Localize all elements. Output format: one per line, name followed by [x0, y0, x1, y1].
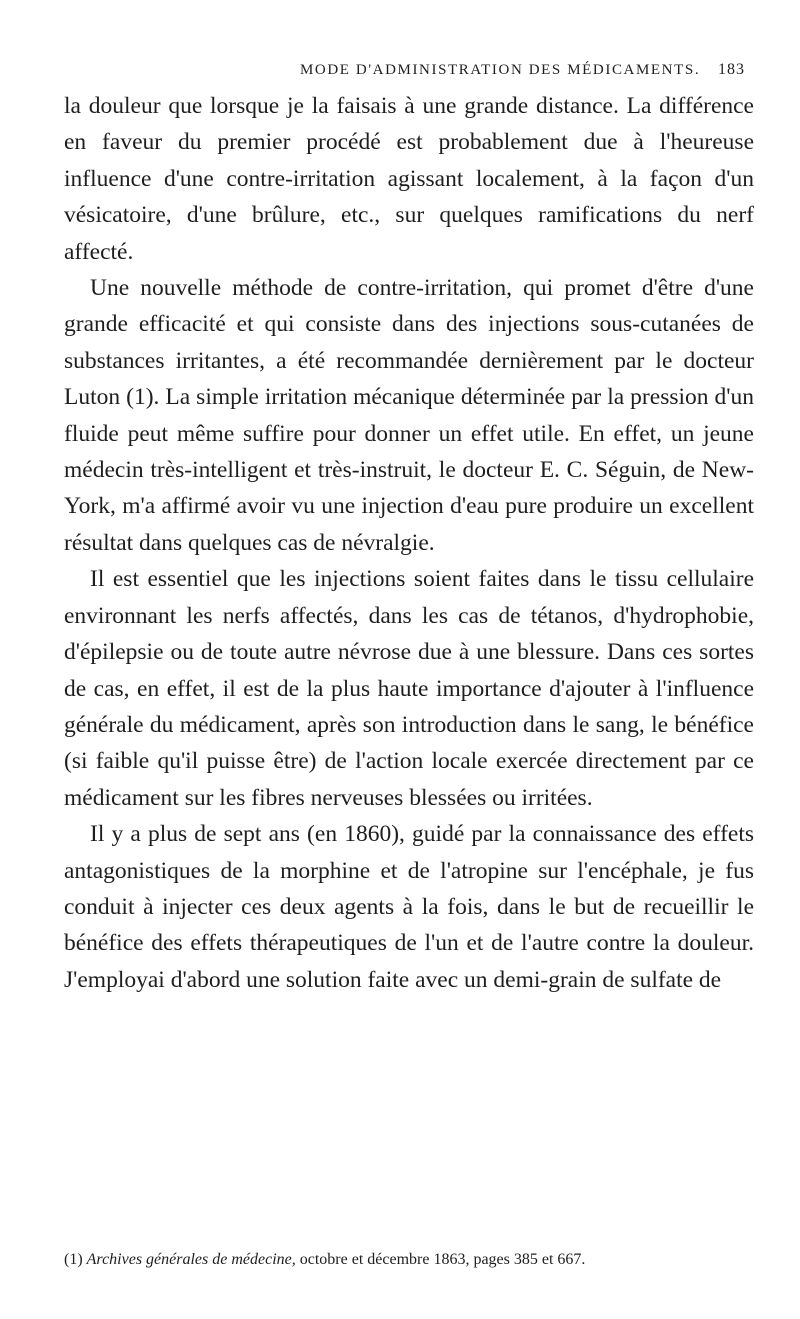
- footnote-source-details: octobre et décembre 1863, pages 385 et 667.: [299, 1251, 586, 1268]
- footnote: [64, 1250, 754, 1270]
- page-number: 183: [718, 61, 745, 78]
- running-title: MODE D'ADMINISTRATION DES MÉDICAMENTS.: [300, 62, 701, 78]
- footnote-source-title: Archives générales de médecine,: [86, 1251, 296, 1268]
- paragraph-2: Une nouvelle méthode de contre-irritation, qui promet d'être d'une grande efficacité et qui consiste dans des injections sous-cutanées de substances irritantes, a été recommandée dernièrement par le docteur Luton (1). La simple irritation mécanique déterminée par la pression d'un fluide peut même suffire pour donner un effet utile. En effet, un jeune médecin très-intelligent et très-instruit, le docteur E. C. Séguin, de New-York, m'a affirmé avoir vu une injection d'eau pure produire un excellent résultat dans quelques cas de névralgie.: [64, 275, 754, 556]
- paragraph-1: la douleur que lorsque je la faisais à une grande distance. La différence en faveur du premier procédé est probablement due à l'heureuse influence d'une contre-irritation agissant localement, à la façon d'un vésicatoire, d'une brûlure, etc., sur quelques ramifications du nerf affecté.: [64, 93, 754, 265]
- paragraph-3: Il est essentiel que les injections soient faites dans le tissu cellulaire environnant les nerfs affectés, dans les cas de tétanos, d'hydrophobie, d'épilepsie ou de toute autre névrose due à une blessure. Dans ces sortes de cas, en effet, il est de la plus haute importance d'ajouter à l'influence générale du médicament, après son introduction dans le sang, le bénéfice (si faible qu'il puisse être) de l'action locale exercée directement par ce médicament sur les fibres nerveuses blessées ou irritées.: [64, 566, 754, 811]
- paragraph-4: Il y a plus de sept ans (en 1860), guidé par la connaissance des effets antagonistiques de la morphine et de l'atropine sur l'encéphale, je fus conduit à injecter ces deux agents à la fois, dans le but de recueillir le bénéfice des effets thérapeutiques de l'un et de l'autre contre la douleur. J'employai d'abord une solution faite avec un demi-grain de sulfate de: [64, 821, 754, 993]
- running-head: [0, 62, 800, 84]
- body-text: [64, 88, 754, 998]
- footnote-marker: (1): [64, 1251, 83, 1268]
